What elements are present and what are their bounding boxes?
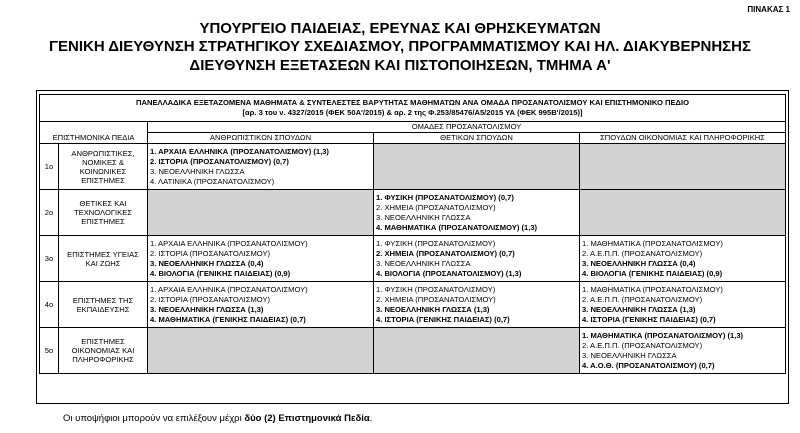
- subjects-cell: [148, 144, 374, 190]
- groups-header-row: [40, 122, 786, 133]
- groups-header: ΟΜΑΔΕΣ ΠΡΟΣΑΝΑΤΟΛΙΣΜΟΥ: [148, 122, 786, 133]
- subject-item: 2. ΧΗΜΕΙΑ (ΠΡΟΣΑΝΑΤΟΛΙΣΜΟΥ): [376, 294, 496, 304]
- empty-cell: [580, 144, 786, 190]
- subject-item: 4. ΜΑΘΗΜΑΤΙΚΑ (ΓΕΝΙΚΗΣ ΠΑΙΔΕΙΑΣ) (0,7): [150, 315, 306, 325]
- exam-subjects-table: [39, 94, 786, 374]
- subjects-cell: [148, 236, 374, 282]
- empty-cell: [374, 328, 580, 374]
- subject-item: 3. ΝΕΟΕΛΛΗΝΙΚΗ ΓΛΩΣΣΑ: [376, 258, 471, 268]
- subject-item: 1. ΦΥΣΙΚΗ (ΠΡΟΣΑΝΑΤΟΛΙΣΜΟΥ): [376, 238, 496, 248]
- subject-item: 4. Α.Ο.Θ. (ΠΡΟΣΑΝΑΤΟΛΙΣΜΟΥ) (0,7): [582, 361, 715, 371]
- field-number: 4ο: [40, 282, 59, 328]
- subject-item: 4. ΒΙΟΛΟΓΙΑ (ΠΡΟΣΑΝΑΤΟΛΙΣΜΟΥ) (1,3): [376, 269, 522, 279]
- ministry-heading: ΥΠΟΥΡΓΕΙΟ ΠΑΙΔΕΙΑΣ, ΕΡΕΥΝΑΣ ΚΑΙ ΘΡΗΣΚΕΥΜΑΤΩΝ: [199, 20, 601, 37]
- field-name: ΕΠΙΣΤΗΜΕΣ ΥΓΕΙΑΣ ΚΑΙ ΖΩΗΣ: [59, 236, 148, 282]
- subject-item: 1. ΑΡΧΑΙΑ ΕΛΛΗΝΙΚΑ (ΠΡΟΣΑΝΑΤΟΛΙΣΜΟΥ): [150, 284, 308, 294]
- table-row: [40, 144, 786, 190]
- field-name: ΘΕΤΙΚΕΣ ΚΑΙ ΤΕΧΝΟΛΟΓΙΚΕΣ ΕΠΙΣΤΗΜΕΣ: [59, 190, 148, 236]
- table-title-cell: [40, 95, 786, 122]
- empty-cell: [374, 144, 580, 190]
- table-row: [40, 328, 786, 374]
- subject-item: 2. ΙΣΤΟΡΙΑ (ΠΡΟΣΑΝΑΤΟΛΙΣΜΟΥ) (0,7): [150, 156, 289, 166]
- field-name: ΕΠΙΣΤΗΜΕΣ ΟΙΚΟΝΟΜΙΑΣ ΚΑΙ ΠΛΗΡΟΦΟΡΙΚΗΣ: [59, 328, 148, 374]
- field-number: 1ο: [40, 144, 59, 190]
- subject-item: 3. ΝΕΟΕΛΛΗΝΙΚΗ ΓΛΩΣΣΑ (1,3): [376, 304, 490, 314]
- empty-cell: [148, 328, 374, 374]
- directorate-heading: ΓΕΝΙΚΗ ΔΙΕΥΘΥΝΣΗ ΣΤΡΑΤΗΓΙΚΟΥ ΣΧΕΔΙΑΣΜΟΥ, ΠΡΟΓΡΑΜΜΑΤΙΣΜΟΥ ΚΑΙ ΗΛ. ΔΙΑΚΥΒΕΡΝΗΣΗΣ: [48, 38, 752, 55]
- field-number: 5ο: [40, 328, 59, 374]
- page-label: ΠΙΝΑΚΑΣ 1: [747, 5, 790, 14]
- column-header-sciences: ΘΕΤΙΚΩΝ ΣΠΟΥΔΩΝ: [374, 133, 580, 144]
- subject-item: 2. ΧΗΜΕΙΑ (ΠΡΟΣΑΝΑΤΟΛΙΣΜΟΥ) (0,7): [376, 248, 515, 258]
- footnote-emphasis: δύο (2) Επιστημονικά Πεδία: [244, 413, 370, 424]
- subject-item: 3. ΝΕΟΕΛΛΗΝΙΚΗ ΓΛΩΣΣΑ (0,4): [582, 258, 696, 268]
- fields-header-spacer: [40, 122, 148, 133]
- subjects-cell: [580, 328, 786, 374]
- table-row: [40, 282, 786, 328]
- subjects-cell: [580, 282, 786, 328]
- subject-item: 4. ΜΑΘΗΜΑΤΙΚΑ (ΠΡΟΣΑΝΑΤΟΛΙΣΜΟΥ) (1,3): [376, 223, 538, 233]
- subject-item: 1. ΦΥΣΙΚΗ (ΠΡΟΣΑΝΑΤΟΛΙΣΜΟΥ) (0,7): [376, 192, 514, 202]
- empty-cell: [580, 190, 786, 236]
- column-header-economics: ΣΠΟΥΔΩΝ ΟΙΚΟΝΟΜΙΑΣ ΚΑΙ ΠΛΗΡΟΦΟΡΙΚΗΣ: [580, 133, 786, 144]
- table-row: [40, 190, 786, 236]
- subjects-cell: [374, 282, 580, 328]
- subject-item: 2. ΙΣΤΟΡΙΑ (ΠΡΟΣΑΝΑΤΟΛΙΣΜΟΥ): [150, 294, 271, 304]
- table-legal-reference: [αρ. 3 του ν. 4327/2015 (ΦΕΚ 50Α'/2015) & αρ. 2 της Φ.253/85476/Α5/2015 ΥΑ (ΦΕΚ 995Β'/2015)]: [242, 108, 583, 117]
- subject-item: 2. ΧΗΜΕΙΑ (ΠΡΟΣΑΝΑΤΟΛΙΣΜΟΥ): [376, 202, 496, 212]
- empty-cell: [148, 190, 374, 236]
- subjects-cell: [148, 282, 374, 328]
- subject-item: 3. ΝΕΟΕΛΛΗΝΙΚΗ ΓΛΩΣΣΑ: [582, 350, 677, 360]
- table-row: [40, 236, 786, 282]
- table-title: ΠΑΝΕΛΛΑΔΙΚΑ ΕΞΕΤΑΖΟΜΕΝΑ ΜΑΘΗΜΑΤΑ & ΣΥΝΤΕΛΕΣΤΕΣ ΒΑΡΥΤΗΤΑΣ ΜΑΘΗΜΑΤΩΝ ΑΝΑ ΟΜΑΔΑ ΠΡΟΣΑΝΑΤΟΛΙΣΜΟΥ ΚΑΙ ΕΠΙΣΤΗΜΟΝΙΚΟ ΠΕΔΙΟ: [136, 97, 690, 107]
- footnote: [63, 413, 372, 424]
- subject-item: 4. ΛΑΤΙΝΙΚΑ (ΠΡΟΣΑΝΑΤΟΛΙΣΜΟΥ): [150, 177, 275, 187]
- field-name: ΕΠΙΣΤΗΜΕΣ ΤΗΣ ΕΚΠΑΙΔΕΥΣΗΣ: [59, 282, 148, 328]
- table-title-row: [40, 95, 786, 122]
- subject-item: 3. ΝΕΟΕΛΛΗΝΙΚΗ ΓΛΩΣΣΑ: [150, 166, 245, 176]
- subject-item: 3. ΝΕΟΕΛΛΗΝΙΚΗ ΓΛΩΣΣΑ (1,3): [150, 304, 264, 314]
- columns-header-row: [40, 133, 786, 144]
- subject-item: 2. Α.Ε.Π.Π. (ΠΡΟΣΑΝΑΤΟΛΙΣΜΟΥ): [582, 248, 703, 258]
- subject-item: 1. ΜΑΘΗΜΑΤΙΚΑ (ΠΡΟΣΑΝΑΤΟΛΙΣΜΟΥ) (1,3): [582, 330, 744, 340]
- subjects-cell: [580, 236, 786, 282]
- field-name: ΑΝΘΡΩΠΙΣΤΙΚΕΣ, ΝΟΜΙΚΕΣ & ΚΟΙΝΩΝΙΚΕΣ ΕΠΙΣΤΗΜΕΣ: [59, 144, 148, 190]
- footnote-prefix: Οι υποψήφιοι μπορούν να επιλέξουν μέχρι: [63, 413, 245, 424]
- column-header-humanities: ΑΝΘΡΩΠΙΣΤΙΚΩΝ ΣΠΟΥΔΩΝ: [148, 133, 374, 144]
- department-heading: ΔΙΕΥΘΥΝΣΗ ΕΞΕΤΑΣΕΩΝ ΚΑΙ ΠΙΣΤΟΠΟΙΗΣΕΩΝ, ΤΜΗΜΑ Α': [189, 57, 611, 74]
- field-number: 2ο: [40, 190, 59, 236]
- subject-item: 1. ΑΡΧΑΙΑ ΕΛΛΗΝΙΚΑ (ΠΡΟΣΑΝΑΤΟΛΙΣΜΟΥ): [150, 238, 308, 248]
- subject-item: 3. ΝΕΟΕΛΛΗΝΙΚΗ ΓΛΩΣΣΑ: [376, 212, 471, 222]
- footnote-suffix: .: [369, 413, 373, 424]
- subject-item: 3. ΝΕΟΕΛΛΗΝΙΚΗ ΓΛΩΣΣΑ (1,3): [582, 304, 696, 314]
- subject-item: 1. ΜΑΘΗΜΑΤΙΚΑ (ΠΡΟΣΑΝΑΤΟΛΙΣΜΟΥ): [582, 238, 723, 248]
- subject-item: 4. ΙΣΤΟΡΙΑ (ΓΕΝΙΚΗΣ ΠΑΙΔΕΙΑΣ) (0,7): [376, 315, 510, 325]
- subjects-cell: [374, 236, 580, 282]
- subject-item: 2. ΙΣΤΟΡΙΑ (ΠΡΟΣΑΝΑΤΟΛΙΣΜΟΥ): [150, 248, 271, 258]
- subject-item: 2. Α.Ε.Π.Π. (ΠΡΟΣΑΝΑΤΟΛΙΣΜΟΥ): [582, 294, 703, 304]
- subject-item: 4. ΒΙΟΛΟΓΙΑ (ΓΕΝΙΚΗΣ ΠΑΙΔΕΙΑΣ) (0,9): [582, 269, 723, 279]
- subjects-cell: [374, 190, 580, 236]
- field-number: 3ο: [40, 236, 59, 282]
- subject-item: 3. ΝΕΟΕΛΛΗΝΙΚΗ ΓΛΩΣΣΑ (0,4): [150, 258, 264, 268]
- subject-item: 4. ΒΙΟΛΟΓΙΑ (ΓΕΝΙΚΗΣ ΠΑΙΔΕΙΑΣ) (0,9): [150, 269, 291, 279]
- subject-item: 4. ΙΣΤΟΡΙΑ (ΓΕΝΙΚΗΣ ΠΑΙΔΕΙΑΣ) (0,7): [582, 315, 716, 325]
- subject-item: 1. ΜΑΘΗΜΑΤΙΚΑ (ΠΡΟΣΑΝΑΤΟΛΙΣΜΟΥ): [582, 284, 723, 294]
- subject-item: 1. ΑΡΧΑΙΑ ΕΛΛΗΝΙΚΑ (ΠΡΟΣΑΝΑΤΟΛΙΣΜΟΥ) (1,3): [150, 146, 329, 156]
- subject-item: 1. ΦΥΣΙΚΗ (ΠΡΟΣΑΝΑΤΟΛΙΣΜΟΥ): [376, 284, 496, 294]
- fields-header: ΕΠΙΣΤΗΜΟΝΙΚΑ ΠΕΔΙΑ: [40, 133, 148, 144]
- subject-item: 2. Α.Ε.Π.Π. (ΠΡΟΣΑΝΑΤΟΛΙΣΜΟΥ): [582, 340, 703, 350]
